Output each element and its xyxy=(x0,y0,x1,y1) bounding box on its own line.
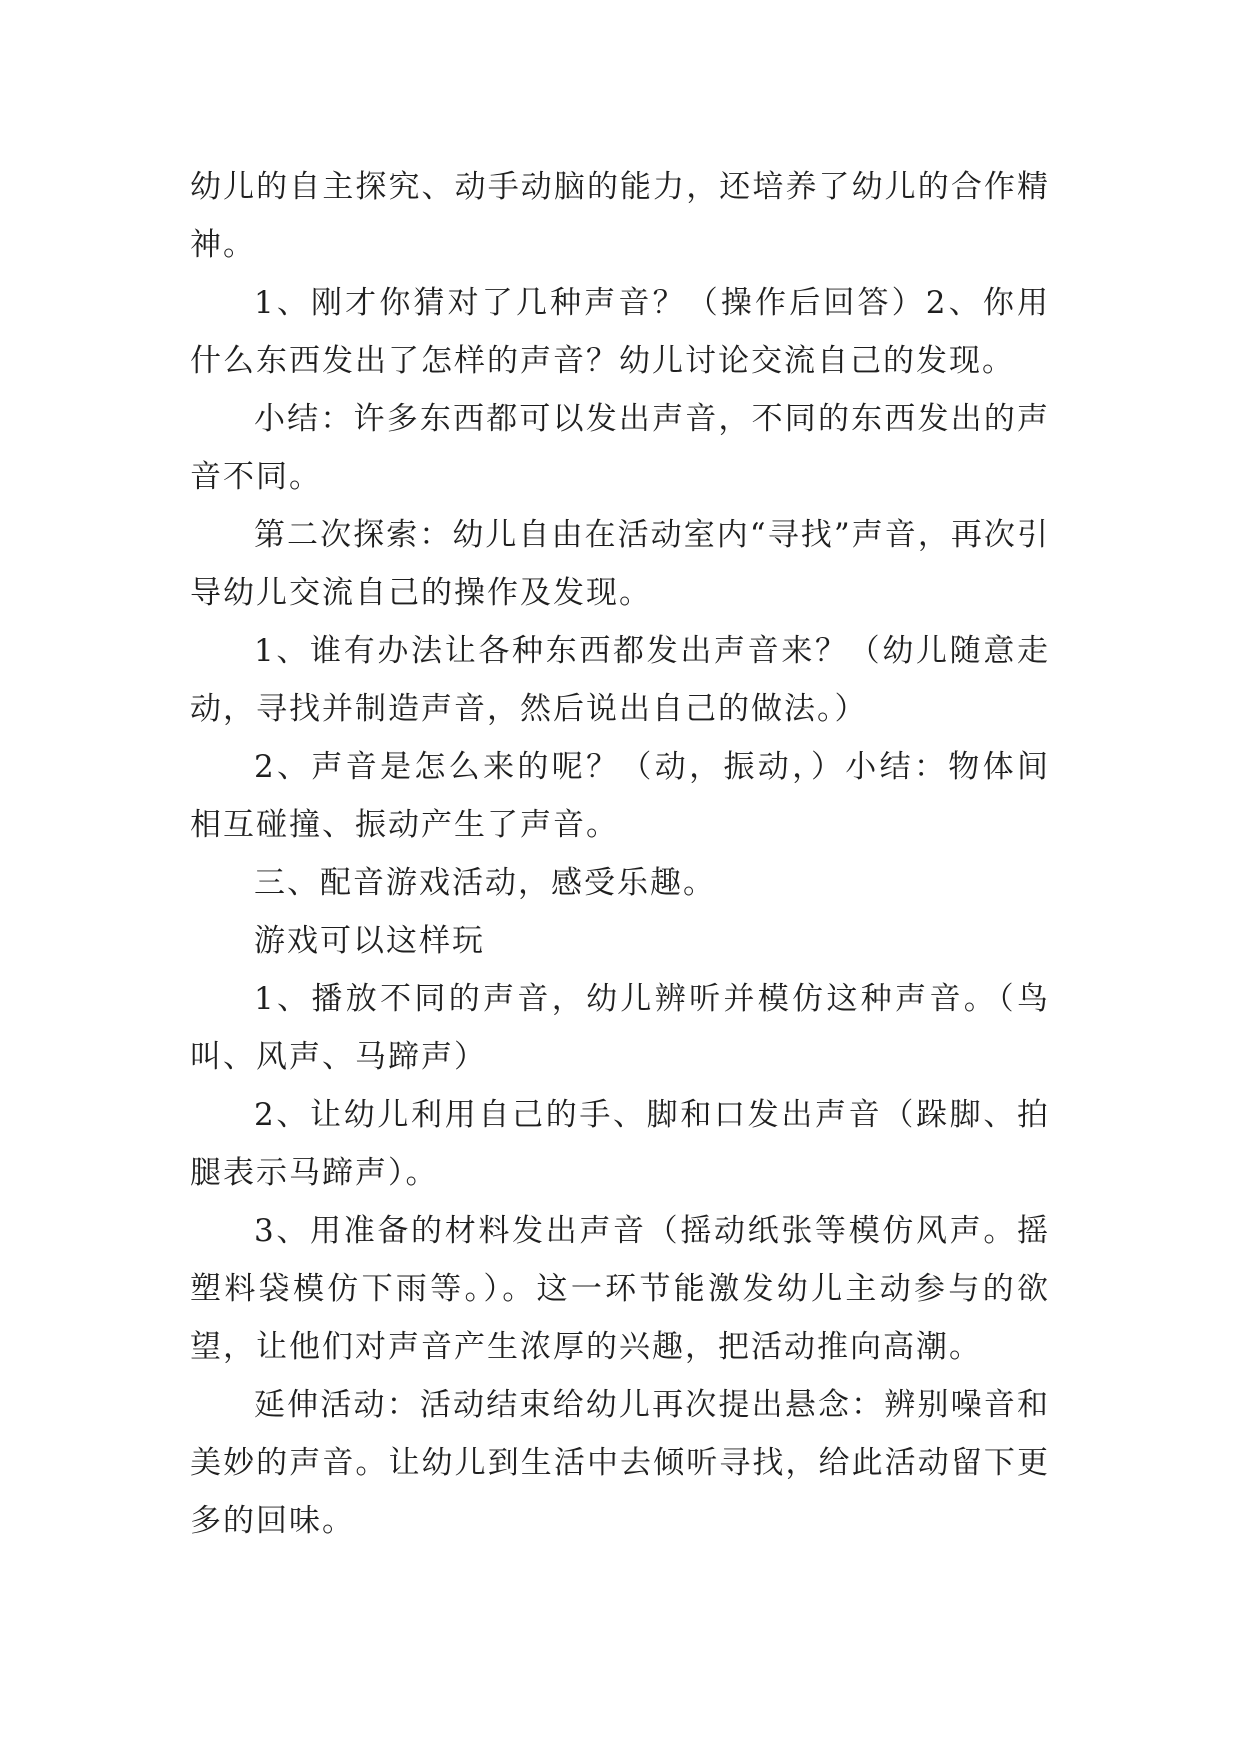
paragraph-continuation: 幼儿的自主探究、动手动脑的能力，还培养了幼儿的合作精神。 xyxy=(190,169,1050,263)
paragraph-game-step-3: 3、用准备的材料发出声音（摇动纸张等模仿风声。摇塑料袋模仿下雨等。）。这一环节能激发幼儿主动参与的欲望，让他们对声音产生浓厚的兴趣，把活动推向高潮。 xyxy=(190,1213,1050,1365)
paragraph-second-exploration: 第二次探索：幼儿自由在活动室内“寻找”声音，再次引导幼儿交流自己的操作及发现。 xyxy=(190,517,1050,611)
paragraph-game-intro: 游戏可以这样玩 xyxy=(254,923,485,959)
paragraph-game-step-2: 2、让幼儿利用自己的手、脚和口发出声音（跺脚、拍腿表示马蹄声）。 xyxy=(190,1097,1050,1191)
document-body xyxy=(190,158,1050,1550)
paragraph-section-three-heading: 三、配音游戏活动，感受乐趣。 xyxy=(254,865,716,901)
paragraph-exploration-question-1: 1、谁有办法让各种东西都发出声音来？（幼儿随意走动，寻找并制造声音，然后说出自己的做法。） xyxy=(190,633,1050,727)
paragraph-exploration-question-2: 2、声音是怎么来的呢？（动，振动，）小结：物体间相互碰撞、振动产生了声音。 xyxy=(190,749,1050,843)
paragraph-game-step-1: 1、播放不同的声音，幼儿辨听并模仿这种声音。（鸟叫、风声、马蹄声） xyxy=(190,981,1050,1075)
paragraph-question-1-2: 1、刚才你猜对了几种声音？（操作后回答）2、你用什么东西发出了怎样的声音？幼儿讨论交流自己的发现。 xyxy=(190,285,1050,379)
paragraph-extension-activity: 延伸活动：活动结束给幼儿再次提出悬念：辨别噪音和美妙的声音。让幼儿到生活中去倾听寻找，给此活动留下更多的回味。 xyxy=(190,1387,1050,1539)
paragraph-summary-1: 小结：许多东西都可以发出声音，不同的东西发出的声音不同。 xyxy=(190,401,1050,495)
